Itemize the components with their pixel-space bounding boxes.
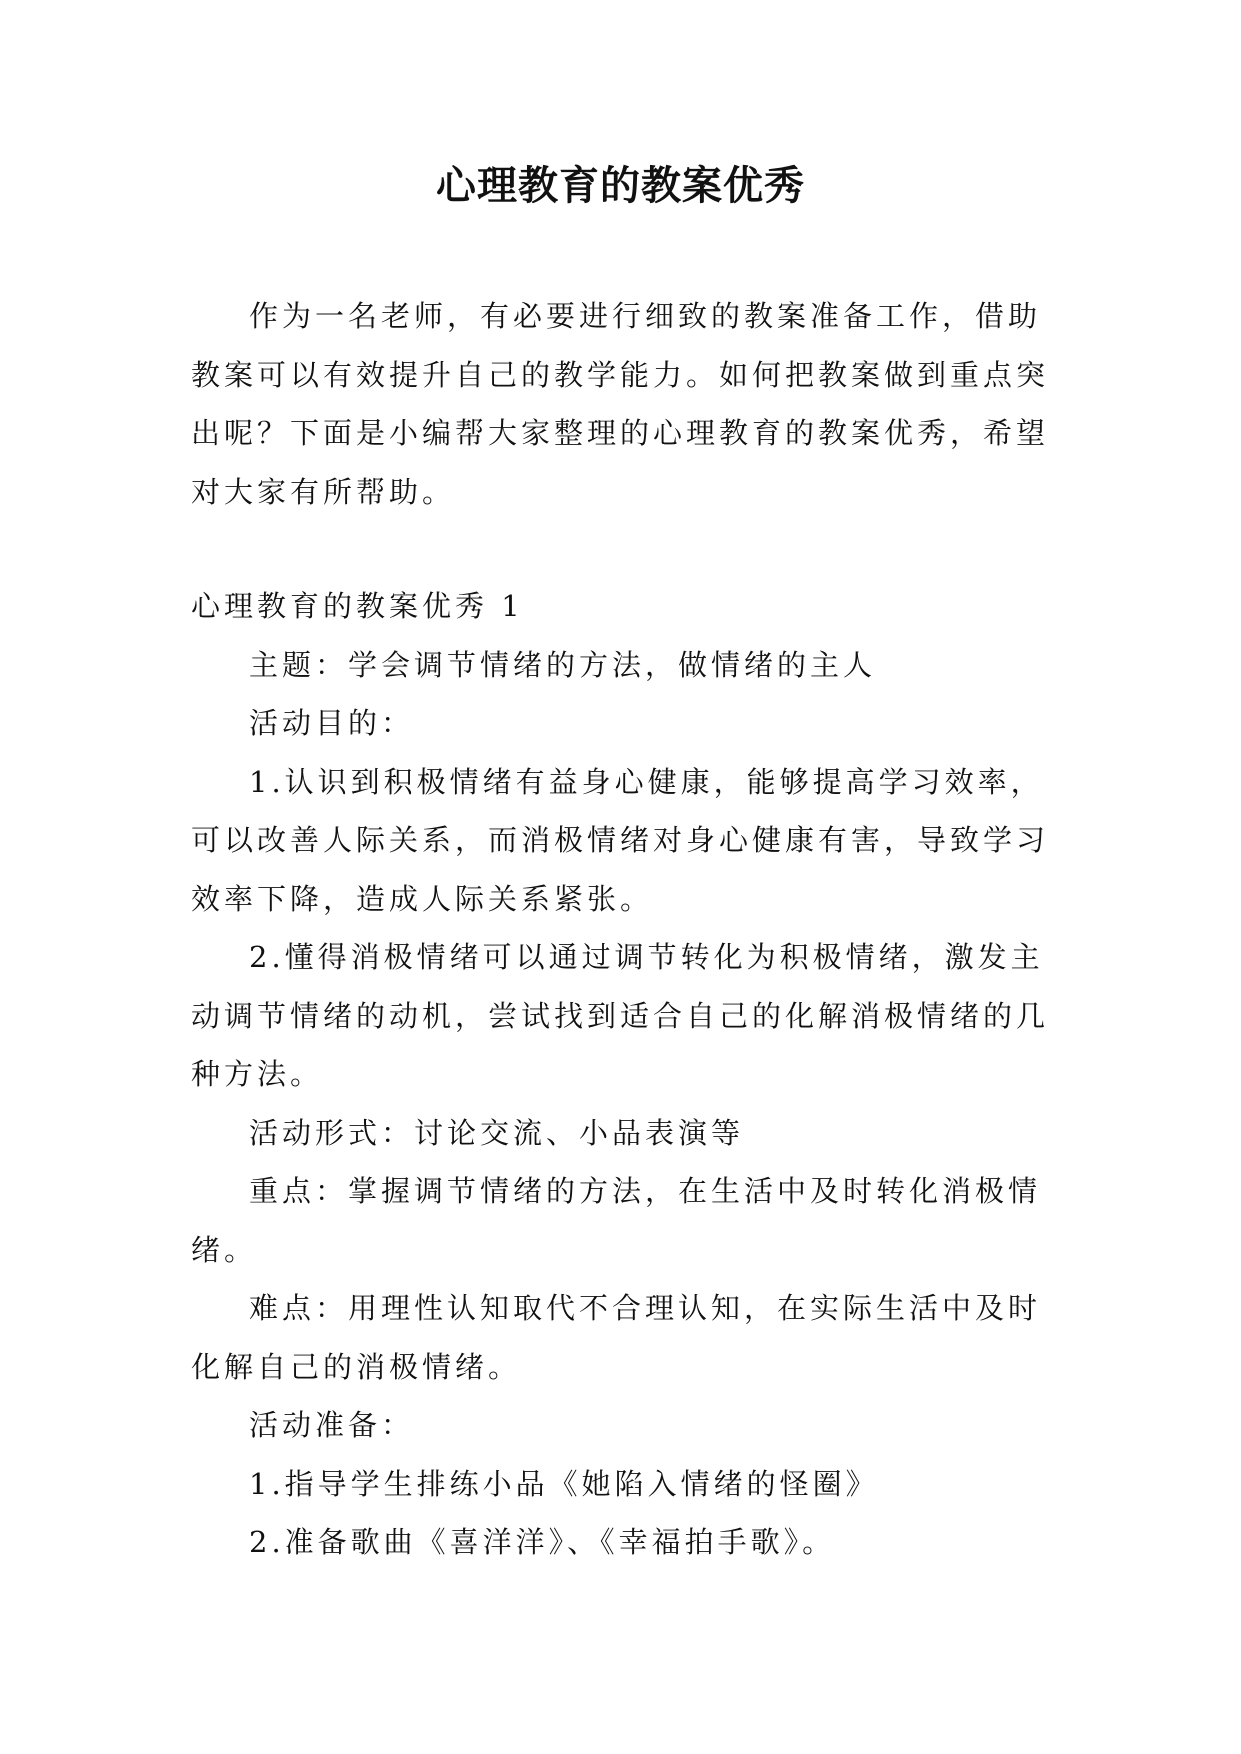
paragraph-difficulty: 难点：用理性认知取代不合理认知，在实际生活中及时化解自己的消极情绪。: [191, 1291, 1042, 1384]
paragraph-preparation-1: 1.指导学生排练小品《她陷入情绪的怪圈》: [249, 1466, 879, 1501]
section-heading: 心理教育的教案优秀 1: [191, 589, 524, 623]
document-title: 心理教育的教案优秀: [436, 163, 805, 209]
lesson-plan-section: [191, 577, 1051, 1572]
paragraph-preparation-label: 活动准备：: [249, 1408, 415, 1442]
paragraph-theme: 主题：学会调节情绪的方法，做情绪的主人: [249, 647, 877, 682]
intro-paragraph: 作为一名老师，有必要进行细致的教案准备工作，借助教案可以有效提升自己的教学能力。如何把教案做到重点突出呢？下面是小编帮大家整理的心理教育的教案优秀，希望对大家有所帮助。: [191, 299, 1050, 509]
paragraph-objectives-label: 活动目的：: [249, 706, 415, 740]
paragraph-objective-2: 2.懂得消极情绪可以通过调节转化为积极情绪，激发主动调节情绪的动机，尝试找到适合自己的化解消极情绪的几种方法。: [191, 940, 1050, 1091]
paragraph-preparation-2: 2.准备歌曲《喜洋洋》、《幸福拍手歌》。: [249, 1525, 836, 1559]
paragraph-activity-format: 活动形式：讨论交流、小品表演等: [249, 1115, 745, 1150]
paragraph-key-point: 重点：掌握调节情绪的方法，在生活中及时转化消极情绪。: [191, 1174, 1042, 1267]
paragraph-objective-1: 1.认识到积极情绪有益身心健康，能够提高学习效率，可以改善人际关系，而消极情绪对身心健康有害，导致学习效率下降，造成人际关系紧张。: [191, 764, 1050, 916]
intro-block: [191, 287, 1051, 521]
